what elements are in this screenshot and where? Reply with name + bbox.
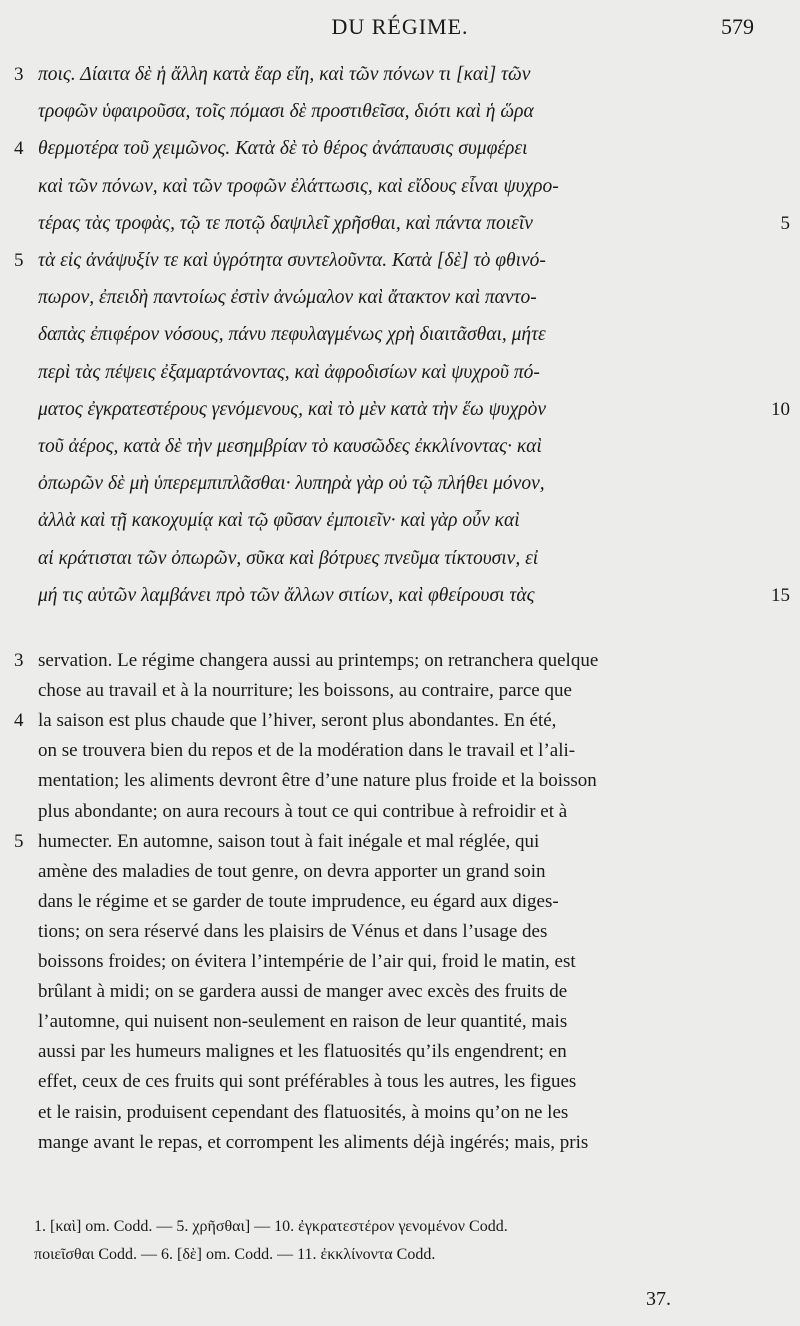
greek-line-text: μή τις αὐτῶν λαμβάνει πρὸ τῶν ἄλλων σιτίων, καὶ φθείρουσι τὰς — [38, 584, 535, 606]
french-line-text: tions; on sera réservé dans les plaisirs de Vénus et dans l’usage des — [38, 920, 548, 942]
section-number-left: 4 — [14, 710, 24, 732]
signature-mark: 37. — [646, 1288, 671, 1310]
french-line — [0, 891, 800, 921]
french-line-text: brûlant à midi; on se gardera aussi de manger avec excès des fruits de — [38, 981, 568, 1003]
greek-line-text: ματος ἐγκρατεστέρους γενόμενους, καὶ τὸ μὲν κατὰ τὴν ἕω ψυχρὸν — [38, 398, 547, 420]
greek-line — [0, 287, 800, 317]
greek-line-text: αἱ κράτισται τῶν ὀπωρῶν, σῦκα καὶ βότρυες πνεῦμα τίκτουσιν, εἰ — [38, 547, 539, 569]
running-header-title: DU RÉGIME. — [331, 14, 469, 39]
french-line-text: boissons froides; on évitera l’intempérie de l’air qui, froid le matin, est — [38, 951, 576, 972]
french-line — [0, 1132, 800, 1162]
french-line — [0, 951, 800, 981]
footnote-line: ποιεῖσθαι Codd. — 6. [δὲ] om. Codd. — 11. ἐκκλίνοντα Codd. — [34, 1246, 436, 1263]
french-line-text: plus abondante; on aura recours à tout ce qui contribue à refroidir et à — [38, 800, 568, 822]
french-line-text: aussi par les humeurs malignes et les flatuosités qu’ils engendrent; en — [38, 1041, 567, 1063]
french-line-text: l’automne, qui nuisent non-seulement en raison de leur quantité, mais — [38, 1011, 568, 1033]
french-line-text: effet, ceux de ces fruits qui sont préférables à tous les autres, les figues — [38, 1071, 577, 1093]
greek-line — [0, 510, 800, 540]
french-line — [0, 1102, 800, 1132]
french-line — [0, 770, 800, 800]
greek-line — [0, 324, 800, 354]
greek-line-text: τοῦ ἀέρος, κατὰ δὲ τὴν μεσημβρίαν τὸ καυσῶδες ἐκκλίνοντας· καὶ — [38, 436, 542, 457]
french-line — [0, 1071, 800, 1101]
section-number-left: 5 — [14, 830, 24, 852]
french-line — [0, 831, 800, 861]
french-line-text: on se trouvera bien du repos et de la modération dans le travail et l’ali- — [38, 740, 576, 762]
french-line — [0, 1041, 800, 1071]
greek-line — [0, 213, 800, 243]
french-line — [0, 680, 800, 710]
greek-line-text: τὰ εἰς ἀνάψυξίν τε καὶ ὑγρότητα συντελοῦντα. Κατὰ [δὲ] τὸ φθινό- — [38, 250, 546, 271]
greek-line-text: ἀλλὰ καὶ τῇ κακοχυμίᾳ καὶ τῷ φῦσαν ἐμποιεῖν· καὶ γὰρ οὖν καὶ — [38, 510, 520, 532]
french-line-text: et le raisin, produisent cependant des flatuosités, à moins qu’on ne les — [38, 1101, 569, 1123]
greek-line-text: θερμοτέρα τοῦ χειμῶνος. Κατὰ δὲ τὸ θέρος ἀνάπαυσις συμφέρει — [38, 138, 528, 160]
greek-line-text: ποις. Δίαιτα δὲ ἡ ἄλλη κατὰ ἔαρ εἴη, καὶ τῶν πόνων τι [καὶ] τῶν — [38, 64, 531, 85]
french-line — [0, 981, 800, 1011]
greek-line-text: ὀπωρῶν δὲ μὴ ὑπερεμπιπλᾶσθαι· λυπηρὰ γὰρ οὐ τῷ πλήθει μόνον, — [38, 473, 545, 495]
french-line — [0, 740, 800, 770]
greek-line — [0, 548, 800, 578]
section-number-left: 3 — [14, 650, 24, 671]
french-line-text: mentation; les aliments devront être d’une nature plus froide et la boisson — [38, 770, 597, 792]
french-line — [0, 861, 800, 891]
greek-line-text: δαπὰς ἐπιφέρον νόσους, πάνυ πεφυλαγμένως χρὴ διαιτᾶσθαι, μήτε — [38, 324, 546, 346]
greek-line-text: πωρον, ἐπειδὴ παντοίως ἐστὶν ἀνώμαλον καὶ ἄτακτον καὶ παντο- — [38, 287, 537, 309]
line-number-right: 5 — [780, 212, 790, 234]
greek-line — [0, 436, 800, 466]
french-line — [0, 650, 800, 680]
page-number: 579 — [721, 14, 754, 39]
french-line-text: servation. Le régime changera aussi au printemps; on retranchera quelque — [38, 650, 599, 671]
french-line — [0, 921, 800, 951]
french-line-text: humecter. En automne, saison tout à fait inégale et mal réglée, qui — [38, 830, 540, 852]
section-number-left: 3 — [14, 64, 24, 85]
line-number-right: 10 — [771, 398, 790, 420]
greek-line — [0, 138, 800, 168]
greek-line — [0, 101, 800, 131]
greek-line — [0, 362, 800, 392]
greek-line — [0, 176, 800, 206]
greek-line — [0, 64, 800, 94]
greek-line-text: τέρας τὰς τροφὰς, τῷ τε ποτῷ δαψιλεῖ χρῆσθαι, καὶ πάντα ποιεῖν — [38, 212, 533, 234]
french-line-text: chose au travail et à la nourriture; les boissons, au contraire, parce que — [38, 680, 572, 702]
greek-line-text: τροφῶν ὑφαιροῦσα, τοῖς πόμασι δὲ προστιθεῖσα, διότι καὶ ἡ ὥρα — [38, 101, 534, 123]
french-line-text: amène des maladies de tout genre, on devra apporter un grand soin — [38, 860, 546, 882]
greek-line — [0, 399, 800, 429]
section-number-left: 5 — [14, 250, 24, 271]
french-line-text: dans le régime et se garder de toute imprudence, eu égard aux diges- — [38, 890, 559, 912]
greek-line-text: περὶ τὰς πέψεις ἐξαμαρτάνοντας, καὶ ἀφροδισίων καὶ ψυχροῦ πό- — [38, 361, 540, 383]
french-line — [0, 710, 800, 740]
section-number-left: 4 — [14, 138, 24, 160]
greek-line-text: καὶ τῶν πόνων, καὶ τῶν τροφῶν ἐλάττωσις, καὶ εἴδους εἶναι ψυχρο- — [38, 175, 559, 197]
french-line-text: la saison est plus chaude que l’hiver, seront plus abondantes. En été, — [38, 710, 557, 732]
greek-line — [0, 250, 800, 280]
french-line-text: mange avant le repas, et corrompent les aliments déjà ingérés; mais, pris — [38, 1131, 589, 1153]
greek-line — [0, 473, 800, 503]
greek-line — [0, 585, 800, 615]
footnote-line: 1. [καὶ] om. Codd. — 5. χρῆσθαι] — 10. ἐγκρατεστέρον γενομένον Codd. — [34, 1218, 508, 1235]
french-line — [0, 1011, 800, 1041]
line-number-right: 15 — [771, 584, 790, 606]
french-line — [0, 801, 800, 831]
